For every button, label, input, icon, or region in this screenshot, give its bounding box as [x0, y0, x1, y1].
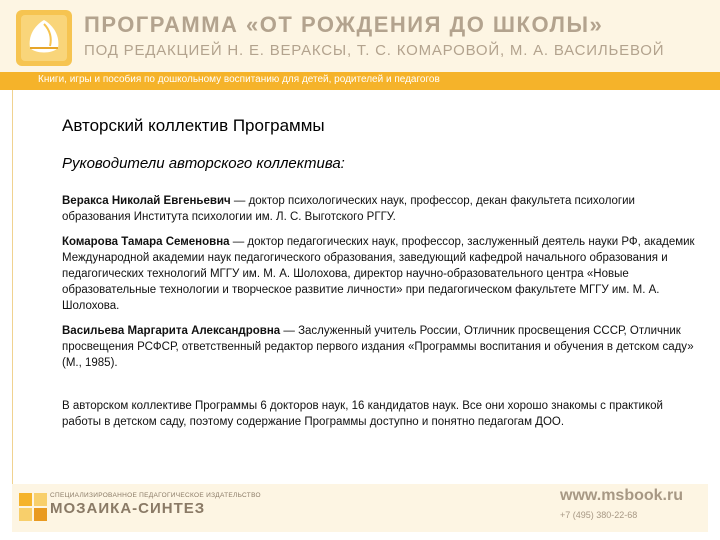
program-editors: ПОД РЕДАКЦИЕЙ Н. Е. ВЕРАКСЫ, Т. С. КОМАРОВОЙ, М. А. ВАСИЛЬЕВОЙ	[84, 42, 665, 59]
author-description: — Заслуженный учитель России, Отличник просвещения СССР, Отличник просвещения РСФСР, ответственный редактор первого издания «Программы воспитания и обучения в детском саду» (М., 1985).	[62, 325, 694, 369]
author-name: Комарова Тамара Семеновна	[62, 236, 230, 248]
tagline-text: Книги, игры и пособия по дошкольному воспитанию для детей, родителей и педагогов	[38, 74, 440, 85]
publisher-descriptor: СПЕЦИАЛИЗИРОВАННОЕ ПЕДАГОГИЧЕСКОЕ ИЗДАТЕЛЬСТВО	[50, 492, 261, 499]
author-paragraph	[62, 193, 702, 225]
page-header	[0, 0, 720, 72]
side-divider	[12, 90, 13, 530]
website-link[interactable]: www.msbook.ru	[560, 487, 683, 504]
publisher-name: МОЗАИКА-СИНТЕЗ	[50, 500, 206, 517]
author-name: Веракса Николай Евгеньевич	[62, 195, 231, 207]
section-subtitle: Руководители авторского коллектива:	[62, 155, 345, 172]
page-title: Авторский коллектив Программы	[62, 116, 325, 135]
collective-note: В авторском коллективе Программы 6 докторов наук, 16 кандидатов наук. Все они хорошо знакомы с практикой работы в детском саду, поэтому содержание Программы доступно и понятно педагогам ДОО.	[62, 400, 663, 428]
author-paragraph	[62, 323, 702, 371]
program-title: ПРОГРАММА «ОТ РОЖДЕНИЯ ДО ШКОЛЫ»	[84, 12, 604, 37]
author-name: Васильева Маргарита Александровна	[62, 325, 281, 337]
program-logo-icon	[14, 8, 74, 68]
author-paragraph	[62, 234, 702, 314]
author-description: — доктор педагогических наук, профессор, заслуженный деятель науки РФ, академик Международной академии наук педагогического образования, заведующий кафедрой начального образования и педагогических технологий МГГУ им. М. А. Шолохова, директор научно-образовательного центра «Новые образовательные технологии и творческое развитие личности» при педагогическом факультете МГГУ им. М. А. Шолохова.	[62, 236, 695, 312]
phone-number: +7 (495) 380-22-68	[560, 510, 638, 520]
author-description: — доктор психологических наук, профессор, декан факультета психологии образования Института психологии им. Л. С. Выготского РГГУ.	[62, 195, 635, 223]
tagline-bar	[0, 72, 720, 90]
mozaika-sintez-logo-icon	[18, 492, 48, 522]
page-footer	[12, 484, 708, 532]
